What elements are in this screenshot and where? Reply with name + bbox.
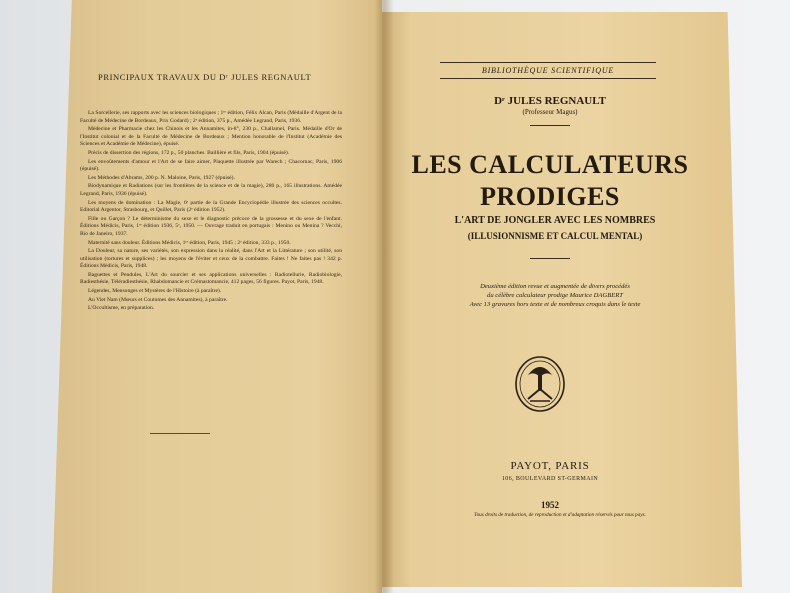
book-gutter — [374, 0, 394, 593]
work-entry: Les moyens de domination : La Magie, 6ᵉ partie de la Grande Encyclopédie illustrée des sciences occultes. Editorial Argentor, Strasbourg, et Quillet, Paris (2ᵉ édition 1952). — [80, 199, 342, 214]
work-entry: Les Méthodes d'Abrams, 200 p. N. Maloine, Paris, 1927 (épuisé). — [88, 174, 235, 181]
edition-note-line3: Avec 13 gravures hors texte et de nombreux croquis dans le texte — [469, 301, 641, 308]
publisher-address: 106, BOULEVARD ST-GERMAIN — [501, 476, 599, 482]
author-role: (Professeur Magus) — [522, 108, 578, 116]
works-list — [80, 110, 342, 314]
author-name: Dʳ JULES REGNAULT — [494, 95, 606, 107]
work-entry: Baguettes et Pendules, L'Art du sourcier et ses applications universelles : Radiotellurie, Radiobiologie, Radiesthésie, Téléradiesthésie, Rhabdomancie et Crémastomancie, 412 pages, 56 figures. Payot, Paris, 1948. — [80, 271, 342, 286]
publisher-emblem-icon — [514, 355, 566, 413]
book-subtitle: L'ART DE JONGLER AVEC LES NOMBRES — [454, 215, 656, 226]
book-title-line2: PRODIGES — [480, 182, 620, 211]
work-entry: Précis de dissertion des régions, 172 p., 50 planches. Baillière et fils, Paris, 1904 (épuisé). — [88, 149, 290, 156]
work-entry: Les envoûtements d'amour et l'Art de se faire aimer, Plaquette illustrée par Warech ; Chacornac, Paris, 1906 (épuisé). — [80, 158, 342, 173]
publisher-name: PAYOT, PARIS — [510, 460, 590, 472]
book-title-line1: LES CALCULATEURS — [411, 150, 689, 179]
collection-name: BIBLIOTHÈQUE SCIENTIFIQUE — [481, 66, 615, 75]
work-entry: La Douleur, sa nature, ses variétés, son expression dans la réalité, dans l'Art et la Littérature ; son utilité, son utilisation (tortures et supplices) ; les moyens de l'éviter et ceux de la combattre. Faites ! Ne faites pas ! 342 p. Éditions Médicis, Paris, 1948. — [80, 248, 342, 270]
edition-note-line2: du célèbre calculateur prodige Maurice DAGBERT — [487, 292, 623, 299]
author-divider — [530, 125, 570, 126]
left-page-title: PRINCIPAUX TRAVAUX DU Dʳ JULES REGNAULT — [98, 72, 312, 82]
work-entry: Fille ou Garçon ? Le déterminisme du sexe et le diagnostic précoce de la grossesse et du sexe de l'enfant. Éditions Médicis, Paris, 1ʳᵉ édition 1936, 5ᵉ, 1950. — Ouvrage traduit en portugais : Menino ou Menina ? Vecchi, Rio de Janeiro, 1937. — [80, 215, 342, 237]
subtitle-divider — [530, 258, 570, 259]
edition-note — [415, 282, 695, 309]
edition-note-line1: Deuxième édition revue et augmentée de divers procédés — [480, 283, 630, 290]
book-subtitle-parenthetical: (ILLUSIONNISME ET CALCUL MENTAL) — [467, 231, 643, 241]
rights-notice: Tous droits de traduction, de reproduction et d'adaptation réservés pour tous pays. — [474, 512, 646, 518]
work-entry: Légendes, Mensonges et Mystères de l'Histoire (à paraître). — [88, 288, 222, 295]
work-entry: L'Occultisme, en préparation. — [88, 305, 155, 312]
collection-rule-top — [440, 62, 656, 63]
work-entry: Médecine et Pharmacie chez les Chinois et les Annamites, in-8°, 230 p., Challamel, Paris. Médaille d'Or de l'Institut colonial et de la Faculté de Médecine de Bordeaux ; Mention honorable de l'Institut (Académie des Sciences et Académie de Médecine), épuisé. — [80, 126, 342, 148]
work-entry: Au Viet Nam (Mœurs et Coutumes des Annamites), à paraître. — [88, 296, 228, 303]
work-entry: La Sorcellerie, ses rapports avec les sciences biologiques ; 1ʳᵉ édition, Félix Alcan, Paris (Médaille d'Argent de la Faculté de Médecine de Bordeaux, Prix Godard) ; 2ᵉ édition, 375 p., Amédée Legrand, Paris, 1936. — [80, 110, 342, 124]
collection-rule-bottom — [440, 78, 656, 79]
work-entry: Biodynamique et Radiations (sur les frontières de la science et de la magie), 280 p., 165 illustrations. Amédée Legrand, Paris, 1936 (épuisé). — [80, 183, 342, 197]
work-entry: Maternité sans douleur. Éditions Médicis, 1ʳᵉ édition, Paris, 1945 ; 2ᵉ édition, 333 p., 1950. — [88, 239, 291, 246]
publication-year: 1952 — [541, 500, 559, 510]
left-page-divider — [150, 433, 210, 434]
